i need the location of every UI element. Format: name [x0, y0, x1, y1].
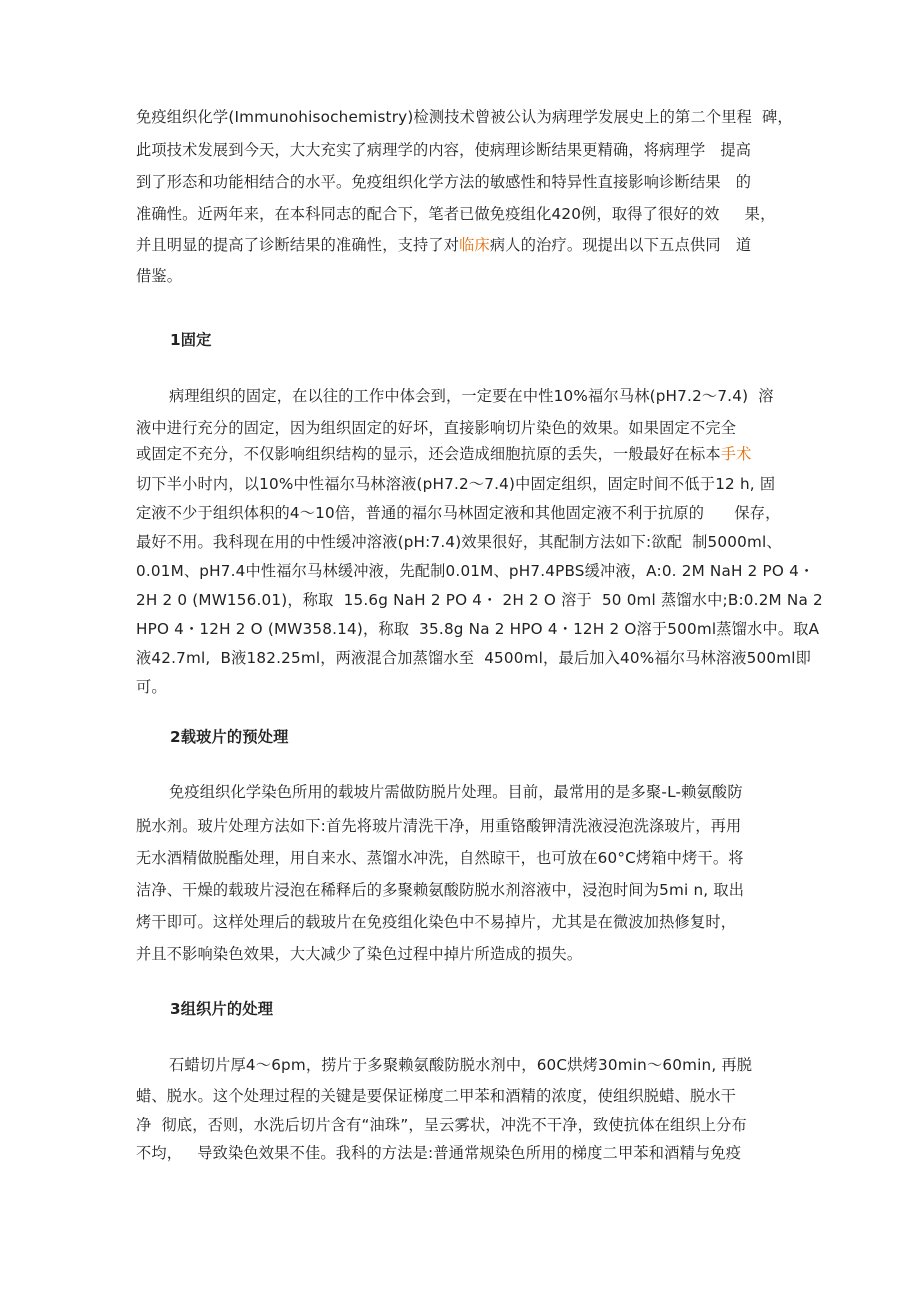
fixation-line-6: 最好不用。我科现在用的中性缓冲溶液(pH:7.4)效果很好，其配制方法如下:欲配 制5000ml、 [136, 533, 782, 551]
fixation-line-8: 2H 2 0 (MW156.01)，称取 15.6g NaH 2 PO 4・ 2H 2 O 溶于 50 0ml 蒸馏水中;B:0.2M Na 2 [136, 591, 823, 609]
intro-line-5-text-a: 并且明显的提高了诊断结果的准确性，支持了对 [136, 236, 460, 254]
fixation-line-11: 可。 [136, 678, 167, 696]
tissue-line-1: 石蜡切片厚4〜6pm，捞片于多聚赖氨酸防脱水剂中，60C烘烤30min〜60min, 再脱 [169, 1056, 753, 1074]
intro-line-3: 到了形态和功能相结合的水平。免疫组织化学方法的敏感性和特异性直接影响诊断结果 的 [136, 173, 752, 191]
slide-line-1: 免疫组织化学染色所用的载坡片需做防脱片处理。目前，最常用的是多聚-L-赖氨酸防 [169, 783, 743, 801]
fixation-line-3-text: 或固定不充分，不仅影响组织结构的显示，还会造成细胞抗原的丢失，一般最好在标本 [136, 445, 721, 463]
section-heading-fixation: 1固定 [170, 331, 212, 349]
fixation-line-3 [136, 444, 752, 464]
clinical-link[interactable]: 临床 [459, 236, 490, 254]
fixation-line-10: 液42.7ml, B液182.25ml，两液混合加蒸馏水至 4500ml，最后加入40%福尔马林溶液500ml即 [136, 649, 812, 667]
intro-line-2: 此项技术发展到今天，大大充实了病理学的内容，使病理诊断结果更精确，将病理学 提高 [136, 141, 752, 159]
slide-line-6: 并且不影响染色效果，大大减少了染色过程中掉片所造成的损失。 [136, 945, 583, 963]
tissue-line-2: 蜡、脱水。这个处理过程的关键是要保证梯度二甲苯和酒精的浓度，使组织脱蜡、脱水干 [136, 1087, 737, 1105]
section-heading-slide-pretreatment: 2载玻片的预处理 [170, 728, 289, 746]
intro-line-6: 借鉴。 [136, 267, 183, 285]
slide-line-2: 脱水剂。玻片处理方法如下:首先将玻片清洗干净，用重铬酸钾清洗液浸泡洗涤玻片，再用 [136, 817, 742, 835]
intro-line-1: 免疫组织化学(Immunohisochemistry)检测技术曾被公认为病理学发展史上的第二个里程 碑， [136, 108, 793, 126]
intro-line-5-text-b: 病人的治疗。现提出以下五点供同 道 [489, 236, 752, 254]
slide-line-3: 无水酒精做脱酯处理，用自来水、蒸馏水冲洗，自然晾干，也可放在60°C烤箱中烤干。将 [136, 849, 744, 867]
fixation-line-5: 定液不少于组织体积的4〜10倍，普通的福尔马林固定液和其他固定液不利于抗原的 保存， [136, 504, 781, 522]
fixation-line-4: 切下半小时内，以10%中性福尔马林溶液(pH7.2〜7.4)中固定组织，固定时间不低于12 h, 固 [136, 475, 776, 493]
tissue-line-4: 不均， 导致染色效果不佳。我科的方法是:普通常规染色所用的梯度二甲苯和酒精与免疫 [136, 1144, 742, 1162]
tissue-line-3: 净 彻底，否则，水洗后切片含有“油珠”，呈云雾状，冲洗不干净，致使抗体在组织上分布 [136, 1116, 747, 1134]
fixation-line-2: 液中进行充分的固定，因为组织固定的好坏，直接影响切片染色的效果。如果固定不完全 [136, 419, 737, 437]
fixation-line-9: HPO 4・12H 2 O (MW358.14)，称取 35.8g Na 2 HPO 4・12H 2 O溶于500ml蒸馏水中。取A [136, 620, 820, 638]
slide-line-4: 洁净、干燥的载玻片浸泡在稀释后的多聚赖氨酸防脱水剂溶液中，浸泡时间为5mi n, 取出 [136, 881, 745, 899]
section-heading-tissue-processing: 3组织片的处理 [170, 1000, 274, 1018]
fixation-line-1: 病理组织的固定，在以往的工作中体会到，一定要在中性10%福尔马林(pH7.2〜7.4) 溶 [169, 387, 774, 405]
intro-line-4: 准确性。近两年来，在本科同志的配合下，笔者已做免疫组化420例，取得了很好的效 果， [136, 205, 776, 223]
surgery-link[interactable]: 手术 [720, 445, 752, 463]
slide-line-5: 烤干即可。这样处理后的载玻片在免疫组化染色中不易掉片，尤其是在微波加热修复时， [136, 913, 737, 931]
fixation-line-7: 0.01M、pH7.4中性福尔马林缓冲液，先配制0.01M、pH7.4PBS缓冲液，A:0. 2M NaH 2 PO 4・ [136, 562, 815, 580]
intro-line-5 [136, 235, 751, 255]
